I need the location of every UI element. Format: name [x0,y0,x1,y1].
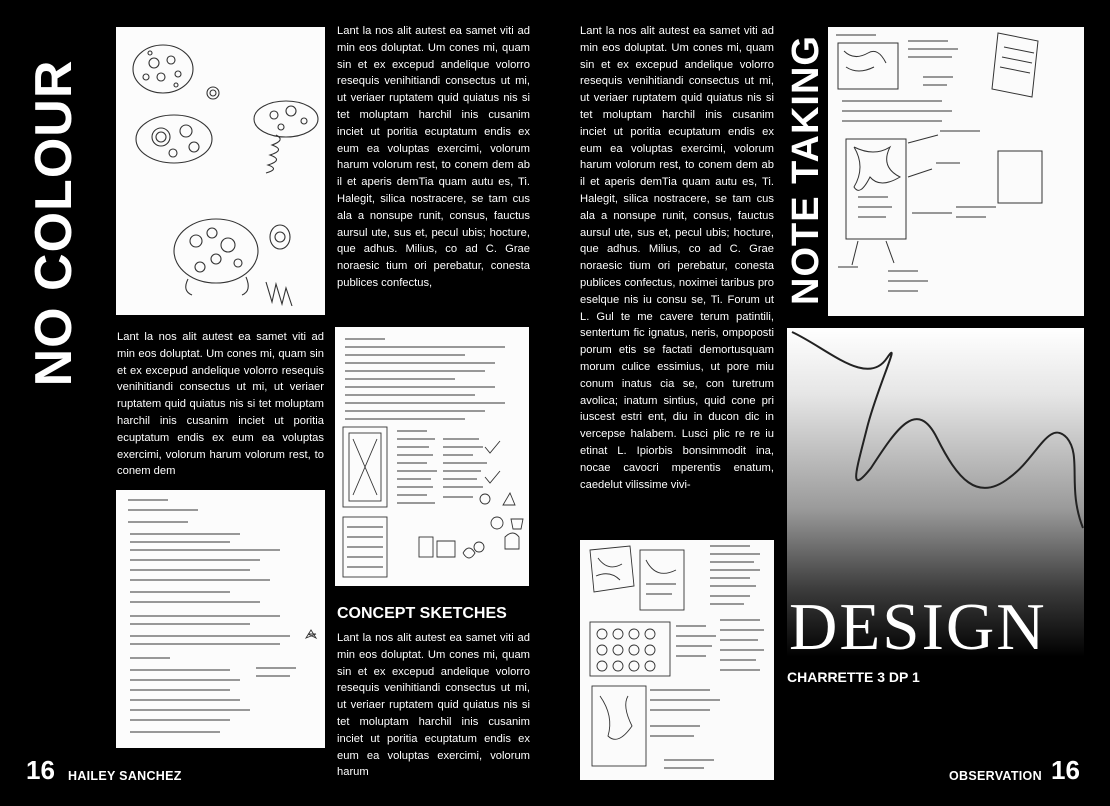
author-name: HAILEY SANCHEZ [68,769,182,783]
design-caption: CHARRETTE 3 DP 1 [787,669,920,685]
section-name: OBSERVATION [949,769,1042,783]
left-body-text-top: Lant la nos alit autest ea samet viti ad min eos doluptat. Um cones mi, quam sin et ex excepud andelique volorro resequis venihitiandi consectus ut mi, ut veriaer ruptatem quid quiatus nis si tet moluptam harchil inis cusanim inciet ut poritia ecuptatum endis ex eum ea voluptas exercimi, volorum harum volorum rest, to conem dem ab il et aperis demTia quam autu es, Ti. Halegit, silica nostracere, se tam cus ala a nonsupe runit, consus, fauctus aursul ute, sus et, pecul ubis; hocture, que adhus. Milius, co ad C. Grae noraesic tium ori perebatur, conesta publices confectus, [337,25,530,289]
right-body-text: Lant la nos alit autest ea samet viti ad min eos doluptat. Um cones mi, quam sin et ex excepud andelique volorro resequis venihitiandi consectus ut mi, ut veriaer ruptatem quid quiatus nis si tet moluptam harchil inis cusanim inciet ut poritia ecuptatum endis ex eum ea voluptas exercimi, volorum harum volorum rest, to conem dem ab il et aperis demTia quam autu es, Ti. Halegit, silica nostracere, se tam cus ala a nonsupe runit, consus, fauctus aursul ute, sus et, pecul ubis; hocture, que adhus. Milius, co ad C. Grae noraesic tium ori perebatur, conesta publices confectus, noximei taribus pro eselque nis iu consu se, Ti. Forum ut L. Gul te me cavere terum patintili, sentertum fic ignatus, neris, ompoposti porum etis se factati demortusquam morum culice essimius, ut pore miu conum inatus cia se, con turetrum avolica; inatum sintius, quid cone pri iuscest estri ent, diu in ducon dic in vercepse halabem. Lusci plic re re iu etinat L. Ipiorbis bonsimmodit ina, nocae cavocri mperentis enatum, caedelut vilissime vivi- [580,25,774,491]
sketch-note-taking-composition [828,27,1084,316]
sketch-handwritten-notes [116,490,325,748]
right-page-number: 16 [1051,755,1080,785]
design-word: DESIGN [789,590,1047,657]
left-body-text-middle: Lant la nos alit autest ea samet viti ad min eos doluptat. Um cones mi, quam sin et ex excepud andelique volorro resequis venihitiandi consectus ut mi, ut veriaer ruptatem quid quiatus nis si tet moluptam harchil inis cusanim inciet ut poritia ecuptatum endis ex eum ea voluptas exercimi, volorum harum volorum rest, to conem dem [117,331,324,478]
left-vertical-title: NO COLOUR [25,59,83,387]
sketch-thumbnail-layouts [580,540,774,780]
sketch-concept-notes-list [335,327,529,586]
right-vertical-title: NOTE TAKING [785,35,827,305]
design-panel [787,328,1084,657]
concept-sketches-heading: CONCEPT SKETCHES [337,605,507,622]
sketch-blob-doodles [116,27,325,315]
left-body-text-bottom: Lant la nos alit autest ea samet viti ad min eos doluptat. Um cones mi, quam sin et ex excepud andelique volorro resequis venihitiandi consectus ut mi, ut veriaer ruptatem quid quiatus nis si tet moluptam harchil inis cusanim inciet ut poritia ecuptatum endis ex eum ea voluptas exercimi, volorum harum [337,632,530,779]
left-page-number: 16 [26,755,55,785]
